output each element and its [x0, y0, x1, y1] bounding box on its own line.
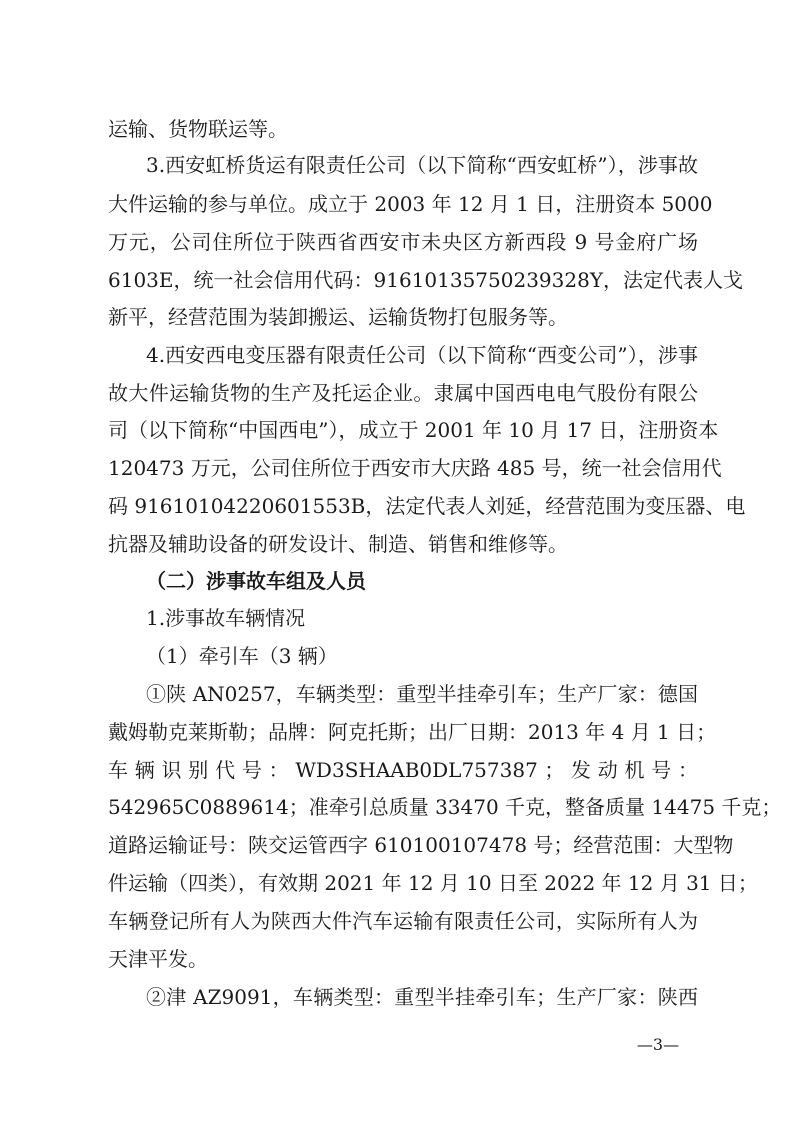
body-line: 故大件运输货物的生产及托运企业。隶属中国西电电气股份有限公 [108, 381, 698, 405]
body-line: 运输、货物联运等。 [108, 117, 288, 141]
body-line: 万元，公司住所位于陕西省西安市未央区方新西段 9 号金府广场 [108, 230, 698, 254]
body-line: ①陕 AN0257，车辆类型：重型半挂牵引车；生产厂家：德国 [146, 682, 698, 706]
body-line: 新平，经营范围为装卸搬运、运输货物打包服务等。 [108, 305, 568, 329]
body-line: ②津 AZ9091，车辆类型：重型半挂牵引车；生产厂家：陕西 [146, 985, 698, 1009]
body-line: 3.西安虹桥货运有限责任公司（以下简称“西安虹桥”），涉事故 [146, 153, 698, 177]
body-line: 120473 万元，公司住所位于西安市大庆路 485 号，统一社会信用代 [108, 456, 722, 480]
body-line: 司（以下简称“中国西电”），成立于 2001 年 10 月 17 日，注册资本 [108, 418, 719, 442]
page-number: —3— [636, 1035, 680, 1054]
body-line: 车辆登记所有人为陕西大件汽车运输有限责任公司，实际所有人为 [108, 909, 698, 933]
section-heading: （二）涉事故车组及人员 [146, 569, 366, 593]
body-line: 大件运输的参与单位。成立于 2003 年 12 月 1 日，注册资本 5000 [108, 192, 713, 216]
body-line: 6103E，统一社会信用代码：91610135750239328Y，法定代表人戈 [108, 268, 744, 292]
body-line: 542965C0889614；准牵引总质量 33470 千克，整备质量 14475 千克； [108, 795, 782, 819]
body-line: 天津平发。 [108, 947, 208, 971]
subsection-heading: 1.涉事故车辆情况 [146, 606, 306, 630]
body-line: 戴姆勒克莱斯勒；品牌：阿克托斯；出厂日期：2013 年 4 月 1 日； [108, 720, 717, 744]
body-line: 道路运输证号：陕交运管西字 610100107478 号；经营范围：大型物 [108, 833, 734, 857]
body-line: 车 辆 识 别 代 号 ： WD3SHAAB0DL757387 ； 发 动 机 号 ： [108, 758, 698, 782]
body-line: 抗器及辅助设备的研发设计、制造、销售和维修等。 [108, 532, 568, 556]
body-line: 码 91610104220601553B，法定代表人刘延，经营范围为变压器、电 [108, 494, 746, 518]
body-line: 件运输（四类），有效期 2021 年 12 月 10 日至 2022 年 12 月 31 日； [108, 871, 758, 895]
body-line: 4.西安西电变压器有限责任公司（以下简称“西变公司”），涉事 [146, 343, 698, 367]
subsection-heading: （1）牵引车（3 辆） [146, 644, 338, 668]
